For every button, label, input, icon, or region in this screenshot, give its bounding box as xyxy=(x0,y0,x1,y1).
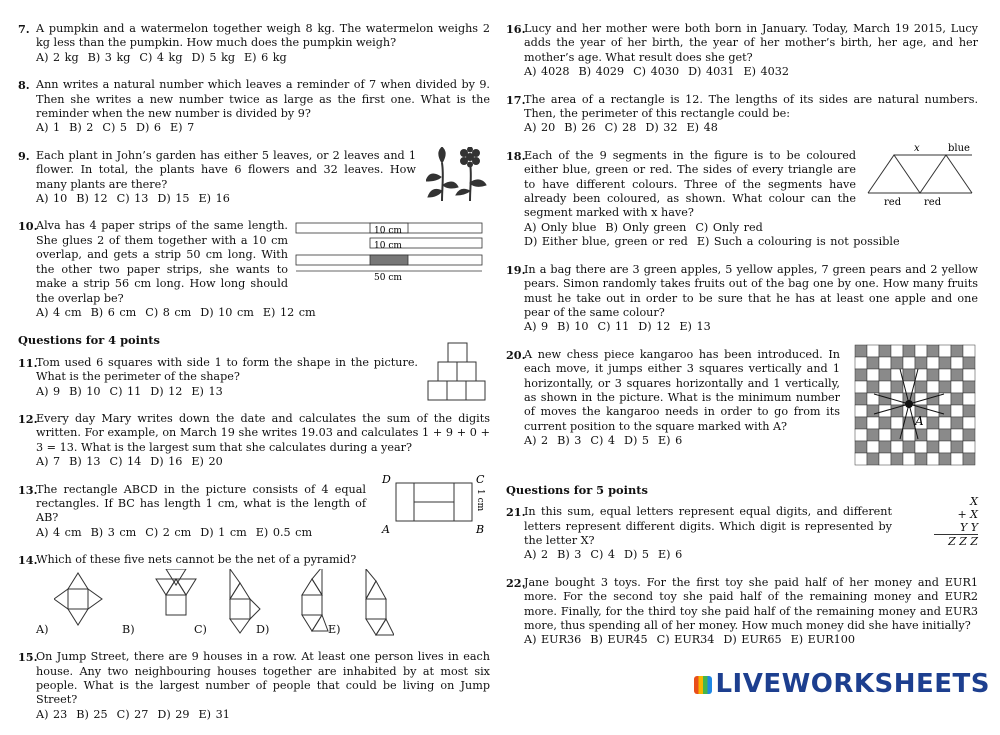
answer-c[interactable]: C) 13 xyxy=(116,192,149,206)
answer-a[interactable]: A) 2 xyxy=(524,434,549,448)
answer-options-2 xyxy=(524,235,978,249)
answer-a[interactable]: A) Only blue xyxy=(524,220,597,234)
board-square xyxy=(891,417,903,429)
left-column xyxy=(18,22,490,735)
board-square xyxy=(963,369,975,381)
answer-e[interactable]: E) 31 xyxy=(198,707,230,721)
question-text: Each of the 9 segments in the figure is to be coloured either blue, green or red. The sides of every triangle are to have different colours. Three of the segments have already been coloured, as shown. What colour can the segment marked with x have? xyxy=(524,148,856,220)
answer-d[interactable]: D) 4031 xyxy=(688,65,735,79)
question-text: Each plant in John’s garden has either 5 leaves, or 2 leaves and 1 flower. In total, the plants have 6 flowers and 32 leaves. How many plants are there? xyxy=(36,148,416,191)
answer-a[interactable]: A) 4028 xyxy=(524,65,570,79)
board-square xyxy=(855,345,867,357)
board-square xyxy=(867,453,879,465)
question-8 xyxy=(18,78,490,136)
board-square xyxy=(891,357,903,369)
board-square xyxy=(951,345,963,357)
board-square xyxy=(879,381,891,393)
triangles-figure xyxy=(864,143,978,209)
net-option-a[interactable]: A) xyxy=(36,623,49,637)
board-square xyxy=(939,429,951,441)
board-square xyxy=(963,417,975,429)
liveworksheets-watermark xyxy=(694,669,990,699)
answer-e[interactable]: E) EUR100 xyxy=(790,633,856,647)
board-square xyxy=(867,405,879,417)
board-square xyxy=(927,417,939,429)
question-text: A pumpkin and a watermelon together weigh 8 kg. The watermelon weighs 2 kg less than the pumpkin. How much does the pumpkin weigh? xyxy=(36,22,490,50)
answer-d[interactable]: D) 6 xyxy=(136,121,162,135)
answer-c[interactable]: C) 5 xyxy=(102,121,127,135)
answer-e[interactable]: E) 7 xyxy=(170,121,195,135)
paper-strips-figure xyxy=(294,221,488,287)
question-text: Alva has 4 paper strips of the same length. She glues 2 of them together with a 10 cm overlap, and gets a strip 50 cm long. With the other two paper strips, she wants to make a strip 56 cm long. How long should the overlap be? xyxy=(36,219,288,305)
answer-d[interactable]: D) 12 xyxy=(150,384,183,398)
right-column xyxy=(506,22,978,661)
board-square xyxy=(891,381,903,393)
rectangle-abcd-figure xyxy=(378,471,490,537)
answer-b[interactable]: B) 3 xyxy=(557,548,582,562)
board-square xyxy=(927,381,939,393)
kangaroo-icon xyxy=(905,400,913,408)
board-square xyxy=(939,369,951,381)
squares-shape-figure xyxy=(426,342,490,402)
answer-e[interactable]: E) 6 kg xyxy=(244,50,287,64)
board-square xyxy=(951,441,963,453)
question-number: 19. xyxy=(506,262,526,277)
answer-options xyxy=(524,320,978,334)
board-square xyxy=(915,345,927,357)
answer-b[interactable]: B) Only green xyxy=(605,220,687,234)
question-9 xyxy=(18,149,490,207)
answer-e[interactable]: E) 6 xyxy=(658,434,683,448)
question-number: 9. xyxy=(18,148,30,163)
board-square xyxy=(903,429,915,441)
board-square xyxy=(963,453,975,465)
answer-b[interactable]: B) 3 cm xyxy=(90,525,137,539)
question-text: Which of these five nets cannot be the net of a pyramid? xyxy=(36,553,357,567)
answer-d[interactable]: D) 5 xyxy=(624,434,650,448)
answer-options xyxy=(36,192,490,206)
board-square xyxy=(879,417,891,429)
board-square xyxy=(855,393,867,405)
board-square xyxy=(903,441,915,453)
answer-d[interactable]: D) Either blue, green or red xyxy=(524,235,688,249)
answer-d[interactable]: D) 1 cm xyxy=(200,525,247,539)
board-square xyxy=(915,441,927,453)
answer-d[interactable]: D) EUR65 xyxy=(723,633,782,647)
answer-options xyxy=(524,121,978,135)
answer-b[interactable]: B) 10 xyxy=(557,320,589,334)
board-square xyxy=(903,357,915,369)
sum-line-3: Y Y xyxy=(934,521,978,535)
answer-a[interactable]: A) 4 cm xyxy=(36,525,82,539)
question-14 xyxy=(18,553,490,637)
board-square xyxy=(939,345,951,357)
board-square xyxy=(951,405,963,417)
question-number: 11. xyxy=(18,355,38,370)
answer-options xyxy=(524,633,978,647)
answer-options xyxy=(524,548,978,562)
side-length-label: 1 cm xyxy=(475,488,485,511)
answer-d[interactable]: D) 16 xyxy=(150,455,183,469)
question-11 xyxy=(18,356,490,399)
board-square xyxy=(951,393,963,405)
board-square xyxy=(855,357,867,369)
board-square xyxy=(927,429,939,441)
answer-a[interactable]: A) EUR36 xyxy=(524,633,582,647)
answer-e[interactable]: E) 12 cm xyxy=(262,305,316,319)
net-option-b[interactable]: B) xyxy=(122,623,135,637)
board-square xyxy=(855,429,867,441)
question-16 xyxy=(506,22,978,80)
answer-a[interactable]: A) 1 xyxy=(36,121,61,135)
board-square xyxy=(855,453,867,465)
watermark-text: LIVEWORKSHEETS xyxy=(715,669,990,699)
board-square xyxy=(939,453,951,465)
net-option-c[interactable]: C) xyxy=(194,623,207,637)
board-square xyxy=(951,429,963,441)
board-square xyxy=(939,405,951,417)
answer-a[interactable]: A) 10 xyxy=(36,192,68,206)
board-square xyxy=(879,453,891,465)
section-heading-5-points: Questions for 5 points xyxy=(506,482,648,497)
question-number: 12. xyxy=(18,411,38,426)
board-square xyxy=(951,369,963,381)
answer-c[interactable]: C) 11 xyxy=(109,384,142,398)
question-12 xyxy=(18,412,490,470)
board-square xyxy=(903,453,915,465)
answer-b[interactable]: B) 25 xyxy=(76,707,108,721)
board-square xyxy=(891,405,903,417)
board-square xyxy=(963,345,975,357)
board-square xyxy=(891,345,903,357)
question-17 xyxy=(506,93,978,136)
question-10 xyxy=(18,219,490,320)
board-square xyxy=(951,357,963,369)
board-square xyxy=(963,393,975,405)
board-square xyxy=(891,441,903,453)
board-square xyxy=(891,453,903,465)
board-square xyxy=(867,429,879,441)
answer-d[interactable]: D) 5 kg xyxy=(191,50,236,64)
answer-b[interactable]: B) 12 xyxy=(76,192,108,206)
answer-b[interactable]: B) 10 xyxy=(69,384,101,398)
answer-options xyxy=(36,121,490,135)
board-square xyxy=(927,393,939,405)
answer-c[interactable]: C) 28 xyxy=(604,121,637,135)
question-text: The area of a rectangle is 12. The lengths of its sides are natural numbers. Then, the perimeter of this rectangle could be: xyxy=(524,92,978,121)
question-text: Tom used 6 squares with side 1 to form the shape in the picture. What is the perimeter of the shape? xyxy=(36,355,418,384)
answer-c[interactable]: C) Only red xyxy=(695,220,763,234)
answer-e[interactable]: E) 13 xyxy=(679,320,711,334)
answer-d[interactable]: D) 29 xyxy=(157,707,190,721)
vertex-b: B xyxy=(476,522,485,536)
answer-a[interactable]: A) 9 xyxy=(524,320,549,334)
answer-c[interactable]: C) 4 kg xyxy=(139,50,183,64)
sum-line-2: + X xyxy=(957,508,978,522)
question-number: 7. xyxy=(18,22,30,36)
question-number: 15. xyxy=(18,650,38,665)
question-number: 16. xyxy=(506,22,526,36)
strip-label-total: 50 cm xyxy=(374,273,402,284)
board-square xyxy=(939,381,951,393)
answer-c[interactable]: C) 4 xyxy=(590,548,615,562)
answer-options xyxy=(36,306,490,320)
question-text: A new chess piece kangaroo has been introduced. In each move, it jumps either 3 squares vertically and 1 horizontally, or 3 squares horizontally and 1 vertically, as shown in the picture. What is the minimum number of moves the kangaroo needs in order to go from its current position to the square marked with A? xyxy=(524,347,840,433)
question-number: 10. xyxy=(18,219,38,234)
answer-e[interactable]: E) 6 xyxy=(658,548,683,562)
question-text: The rectangle ABCD in the picture consists of 4 equal rectangles. If BC has length 1 cm, what is the length of AB? xyxy=(36,482,366,525)
answer-e[interactable]: E) Such a colouring is not possible xyxy=(696,235,900,249)
answer-a[interactable]: A) 2 kg xyxy=(36,50,79,64)
question-15 xyxy=(18,650,490,722)
vertex-c: C xyxy=(476,472,485,486)
board-square xyxy=(915,357,927,369)
question-text: Jane bought 3 toys. For the first toy she paid half of her money and EUR1 more. For the second toy she paid half of the remaining money and EUR2 more. Finally, for the third toy she paid half of the remaining money and EUR3 more, thus spending all of her money. How much money did she have initially? xyxy=(524,575,978,632)
board-square xyxy=(867,441,879,453)
answer-c[interactable]: C) 11 xyxy=(597,320,630,334)
question-22 xyxy=(506,576,978,648)
board-square xyxy=(963,441,975,453)
board-square xyxy=(915,381,927,393)
question-text: In this sum, equal letters represent equal digits, and different letters represent different digits. Which digit is represented by the letter X? xyxy=(524,505,892,547)
board-square xyxy=(879,345,891,357)
vertex-d: D xyxy=(382,472,391,486)
question-7 xyxy=(18,22,490,65)
board-square xyxy=(963,405,975,417)
question-number: 8. xyxy=(18,78,30,93)
question-number: 21. xyxy=(506,505,526,520)
answer-options xyxy=(36,51,490,65)
answer-options xyxy=(36,455,490,469)
question-18 xyxy=(506,142,978,250)
net-option-d[interactable]: D) xyxy=(256,623,270,637)
board-square xyxy=(879,393,891,405)
board-square xyxy=(939,441,951,453)
board-square xyxy=(879,429,891,441)
answer-b[interactable]: B) 6 cm xyxy=(90,305,137,319)
question-text: In a bag there are 3 green apples, 5 yellow apples, 7 green pears and 2 yellow pears. Simon randomly takes fruits out of the bag one by one. How many fruits must he take out in order to be sure that he has at least one apple and one pear of the same colour? xyxy=(524,262,978,319)
answer-d[interactable]: D) 32 xyxy=(645,121,678,135)
answer-a[interactable]: A) 9 xyxy=(36,384,61,398)
answer-e[interactable]: E) 13 xyxy=(191,384,223,398)
answer-e[interactable]: E) 16 xyxy=(198,192,230,206)
answer-a[interactable]: A) 4 cm xyxy=(36,305,82,319)
plants-figure xyxy=(426,147,488,203)
board-square xyxy=(915,453,927,465)
question-text: Lucy and her mother were both born in January. Today, March 19 2015, Lucy adds the year of her birth, the year of her mother’s birth, her age, and her mother’s age. What result does she get? xyxy=(524,22,978,64)
board-square xyxy=(855,417,867,429)
strip-label-2: 10 cm xyxy=(374,241,402,252)
board-square xyxy=(927,453,939,465)
answer-b[interactable]: B) 3 kg xyxy=(87,50,131,64)
board-square xyxy=(879,369,891,381)
board-square xyxy=(867,345,879,357)
question-number: 17. xyxy=(506,92,526,107)
answer-d[interactable]: D) 12 xyxy=(638,320,671,334)
answer-d[interactable]: D) 5 xyxy=(624,548,650,562)
question-21 xyxy=(506,495,978,563)
answer-options xyxy=(36,385,490,399)
board-square xyxy=(903,345,915,357)
section-heading-4-points: Questions for 4 points xyxy=(18,333,160,348)
board-square xyxy=(951,453,963,465)
board-square xyxy=(927,369,939,381)
board-square xyxy=(927,357,939,369)
board-square xyxy=(867,381,879,393)
answer-b[interactable]: B) EUR45 xyxy=(590,633,648,647)
board-square xyxy=(939,357,951,369)
answer-c[interactable]: C) EUR34 xyxy=(656,633,715,647)
answer-e[interactable]: E) 20 xyxy=(191,455,223,469)
question-13 xyxy=(18,472,490,541)
question-number: 14. xyxy=(18,553,38,568)
board-square xyxy=(855,369,867,381)
segment-x-label: x xyxy=(914,142,920,154)
board-square xyxy=(927,345,939,357)
answer-e[interactable]: E) 0.5 cm xyxy=(255,525,313,539)
board-square xyxy=(879,441,891,453)
question-number: 18. xyxy=(506,148,526,163)
answer-a[interactable]: A) 2 xyxy=(524,548,549,562)
answer-b[interactable]: B) 26 xyxy=(564,121,596,135)
answer-b[interactable]: B) 3 xyxy=(557,434,582,448)
board-square xyxy=(963,357,975,369)
board-square xyxy=(939,417,951,429)
question-number: 13. xyxy=(18,482,38,497)
answer-a[interactable]: A) 7 xyxy=(36,455,61,469)
board-square xyxy=(867,357,879,369)
question-text: On Jump Street, there are 9 houses in a row. At least one person lives in each house. Any two neighbouring houses together are inhabited by at most six people. What is the largest number of people that could be living on Jump Street? xyxy=(36,650,490,707)
answer-b[interactable]: B) 13 xyxy=(69,455,101,469)
answer-e[interactable]: E) 4032 xyxy=(743,65,789,79)
sum-result: Z Z Z xyxy=(948,535,978,549)
question-text: Ann writes a natural number which leaves a reminder of 7 when divided by 9. Then she writes a new number twice as large as the first one. What is the reminder when the new number is divided by 9? xyxy=(36,78,490,121)
board-square xyxy=(927,441,939,453)
segment-red-label-1: red xyxy=(884,196,902,208)
strip-label-1: 10 cm xyxy=(374,226,402,237)
board-square xyxy=(963,381,975,393)
answer-e[interactable]: E) 48 xyxy=(686,121,718,135)
board-square xyxy=(867,369,879,381)
vertex-a: A xyxy=(382,522,390,536)
answer-b[interactable]: B) 4029 xyxy=(578,65,625,79)
question-number: 20. xyxy=(506,347,526,362)
segment-red-label-2: red xyxy=(924,196,942,208)
chessboard-figure xyxy=(854,344,978,468)
answer-d[interactable]: D) 15 xyxy=(157,192,190,206)
board-square xyxy=(963,429,975,441)
letter-sum-figure xyxy=(934,495,978,548)
answer-options xyxy=(524,65,978,79)
board-square xyxy=(855,405,867,417)
answer-options xyxy=(524,221,978,235)
net-option-e: E) xyxy=(328,623,341,637)
board-square xyxy=(903,369,915,381)
question-19 xyxy=(506,263,978,335)
answer-b[interactable]: B) 2 xyxy=(69,121,94,135)
answer-c[interactable]: C) 4 xyxy=(590,434,615,448)
pyramid-nets-figure xyxy=(54,569,394,637)
answer-a[interactable]: A) 23 xyxy=(36,707,68,721)
board-square xyxy=(879,357,891,369)
board-square xyxy=(855,381,867,393)
sum-line-1: X xyxy=(970,495,978,509)
answer-d[interactable]: D) 10 cm xyxy=(200,305,254,319)
segment-blue-label: blue xyxy=(948,142,970,154)
board-square xyxy=(867,417,879,429)
liveworksheets-logo-icon xyxy=(694,676,712,694)
board-square xyxy=(855,441,867,453)
answer-c[interactable]: C) 4030 xyxy=(633,65,680,79)
answer-c[interactable]: C) 14 xyxy=(109,455,142,469)
answer-options xyxy=(36,708,490,722)
answer-c[interactable]: C) 2 cm xyxy=(145,525,192,539)
question-20 xyxy=(506,348,978,470)
answer-a[interactable]: A) 20 xyxy=(524,121,556,135)
answer-c[interactable]: C) 8 cm xyxy=(145,305,192,319)
target-square-label: A xyxy=(915,413,924,428)
board-square xyxy=(951,417,963,429)
board-square xyxy=(951,381,963,393)
question-text: Every day Mary writes down the date and calculates the sum of the digits written. For example, on March 19 she writes 19.03 and calculates 1 + 9 + 0 + 3 = 13. What is the largest sum that she calculates during a year? xyxy=(36,411,490,454)
question-number: 22. xyxy=(506,575,526,590)
answer-c[interactable]: C) 27 xyxy=(116,707,149,721)
